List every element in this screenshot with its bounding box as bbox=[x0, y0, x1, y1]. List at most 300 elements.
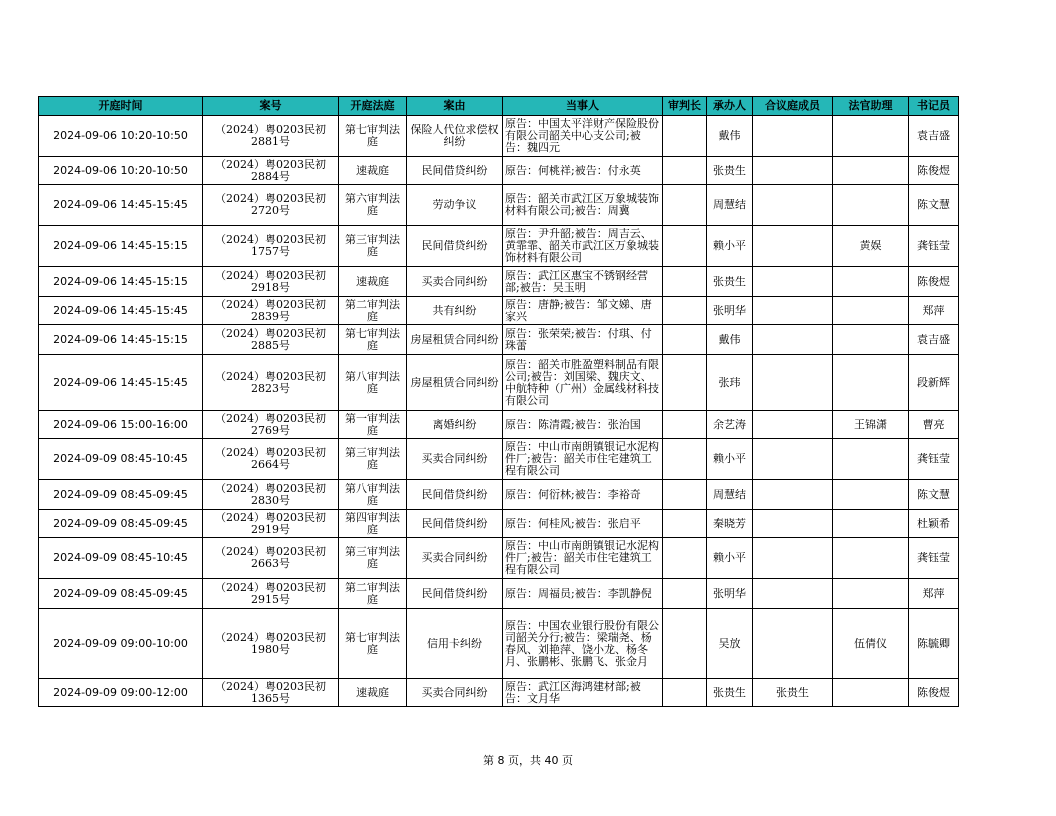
cell-hearing-time-text: 2024-09-06 14:45-15:15 bbox=[53, 333, 188, 346]
cell-handler-text: 张明华 bbox=[713, 587, 746, 600]
cell-cause bbox=[407, 267, 503, 297]
cell-cause-text: 共有纠纷 bbox=[432, 304, 477, 317]
cell-case-number bbox=[203, 480, 339, 510]
cell-courtroom-text: 速裁庭 bbox=[356, 686, 389, 699]
table-row bbox=[39, 609, 959, 679]
cell-handler-text: 秦晓芳 bbox=[713, 517, 746, 530]
table-row bbox=[39, 679, 959, 707]
cell-parties-text: 原告：中国农业银行股份有限公司韶关分行;被告：梁瑞尧、杨春风、刘艳萍、饶小龙、杨冬月、张鹏彬、张鹏飞、张金月 bbox=[505, 619, 659, 668]
cell-hearing-time-text: 2024-09-06 15:00-16:00 bbox=[53, 418, 188, 431]
cell-cause-text: 信用卡纠纷 bbox=[427, 637, 482, 650]
cell-panel-members bbox=[753, 355, 833, 411]
cell-handler-text: 周慧结 bbox=[713, 488, 746, 501]
cell-clerk bbox=[909, 538, 959, 579]
cell-clerk bbox=[909, 439, 959, 480]
cell-parties-text: 原告：陈清霞;被告：张治国 bbox=[505, 418, 641, 431]
cell-handler-text: 张贵生 bbox=[713, 686, 746, 699]
cell-judge-assistant-text: 黄娱 bbox=[859, 240, 882, 252]
cell-case-number bbox=[203, 411, 339, 439]
cell-cause-text: 民间借贷纠纷 bbox=[421, 587, 488, 600]
cell-hearing-time bbox=[39, 609, 203, 679]
cell-clerk-text: 郑萍 bbox=[922, 587, 945, 600]
cell-panel-members bbox=[753, 297, 833, 325]
cell-handler-text: 赖小平 bbox=[713, 453, 746, 465]
table-row bbox=[39, 355, 959, 411]
cell-parties bbox=[503, 439, 663, 480]
cell-judge-assistant bbox=[833, 538, 909, 579]
cell-cause-text: 买卖合同纠纷 bbox=[421, 453, 488, 465]
cell-cause-text: 劳动争议 bbox=[432, 199, 477, 211]
cell-courtroom-text: 第三审判法庭 bbox=[345, 234, 400, 258]
cell-handler bbox=[707, 480, 753, 510]
cell-case-number bbox=[203, 116, 339, 157]
cell-hearing-time bbox=[39, 355, 203, 411]
cell-hearing-time bbox=[39, 480, 203, 510]
cell-judge-assistant bbox=[833, 579, 909, 609]
cell-parties bbox=[503, 297, 663, 325]
cell-clerk-text: 郑萍 bbox=[922, 304, 945, 317]
cell-courtroom bbox=[339, 185, 407, 226]
cell-cause bbox=[407, 157, 503, 185]
cell-handler bbox=[707, 267, 753, 297]
table-row bbox=[39, 157, 959, 185]
cell-case-number-text: （2024）粤0203民初2720号 bbox=[215, 193, 326, 217]
cell-courtroom-text: 第七审判法庭 bbox=[345, 124, 400, 148]
header-cause: 案由 bbox=[407, 97, 503, 116]
cell-chief-judge bbox=[663, 157, 707, 185]
cell-hearing-time bbox=[39, 325, 203, 355]
cell-parties-text: 原告：唐静;被告：邹文娣、唐家兴 bbox=[505, 298, 652, 323]
cell-clerk-text: 陈俊煜 bbox=[917, 275, 950, 288]
cell-cause bbox=[407, 439, 503, 480]
cell-cause-text: 民间借贷纠纷 bbox=[421, 240, 488, 252]
cell-cause bbox=[407, 226, 503, 267]
cell-clerk-text: 龚钰莹 bbox=[917, 240, 950, 252]
cell-courtroom-text: 第七审判法庭 bbox=[345, 327, 400, 352]
cell-handler bbox=[707, 325, 753, 355]
cell-panel-members bbox=[753, 411, 833, 439]
cell-clerk bbox=[909, 157, 959, 185]
cell-cause bbox=[407, 510, 503, 538]
table-row bbox=[39, 185, 959, 226]
cell-parties-text: 原告：中山市南朗镇银记水泥构件厂;被告：韶关市住宅建筑工程有限公司 bbox=[505, 441, 659, 477]
cell-handler bbox=[707, 157, 753, 185]
cell-parties bbox=[503, 226, 663, 267]
cell-chief-judge bbox=[663, 538, 707, 579]
cell-hearing-time-text: 2024-09-06 14:45-15:45 bbox=[53, 199, 188, 211]
cell-chief-judge bbox=[663, 116, 707, 157]
cell-case-number bbox=[203, 538, 339, 579]
cell-courtroom bbox=[339, 679, 407, 707]
cell-hearing-time bbox=[39, 679, 203, 707]
cell-clerk-text: 陈俊煜 bbox=[917, 164, 950, 177]
cell-courtroom bbox=[339, 609, 407, 679]
cell-parties bbox=[503, 267, 663, 297]
cell-case-number-text: （2024）粤0203民初2664号 bbox=[215, 447, 326, 471]
cell-courtroom bbox=[339, 355, 407, 411]
cell-hearing-time-text: 2024-09-06 10:20-10:50 bbox=[53, 164, 188, 177]
cell-clerk-text: 龚钰莹 bbox=[917, 552, 950, 564]
cell-judge-assistant bbox=[833, 411, 909, 439]
cell-hearing-time-text: 2024-09-09 09:00-10:00 bbox=[53, 637, 188, 650]
cell-chief-judge bbox=[663, 609, 707, 679]
cell-courtroom-text: 第三审判法庭 bbox=[345, 546, 400, 570]
cell-courtroom bbox=[339, 116, 407, 157]
cell-handler-text: 余艺涛 bbox=[713, 418, 746, 431]
cell-case-number-text: （2024）粤0203民初2918号 bbox=[215, 269, 326, 294]
cell-clerk bbox=[909, 510, 959, 538]
cell-panel-members bbox=[753, 116, 833, 157]
cell-handler bbox=[707, 679, 753, 707]
cell-handler bbox=[707, 439, 753, 480]
cell-courtroom-text: 第八审判法庭 bbox=[345, 482, 400, 507]
cell-case-number-text: （2024）粤0203民初2769号 bbox=[215, 412, 326, 437]
table-row bbox=[39, 480, 959, 510]
cell-case-number-text: （2024）粤0203民初2884号 bbox=[215, 158, 326, 183]
cell-hearing-time-text: 2024-09-06 14:45-15:45 bbox=[53, 304, 188, 317]
header-parties: 当事人 bbox=[503, 97, 663, 116]
cell-cause-text: 民间借贷纠纷 bbox=[421, 517, 488, 530]
cell-clerk-text: 袁吉盛 bbox=[917, 333, 950, 346]
cell-handler-text: 周慧结 bbox=[713, 199, 746, 211]
cell-handler-text: 戴伟 bbox=[718, 333, 741, 346]
cell-handler bbox=[707, 355, 753, 411]
cell-panel-members bbox=[753, 679, 833, 707]
cell-clerk bbox=[909, 679, 959, 707]
cell-judge-assistant bbox=[833, 267, 909, 297]
cell-clerk-text: 袁吉盛 bbox=[917, 130, 950, 142]
header-clerk: 书记员 bbox=[909, 97, 959, 116]
cell-parties bbox=[503, 116, 663, 157]
cell-chief-judge bbox=[663, 297, 707, 325]
cell-chief-judge bbox=[663, 185, 707, 226]
cell-cause bbox=[407, 480, 503, 510]
cell-hearing-time-text: 2024-09-06 14:45-15:15 bbox=[53, 240, 188, 252]
table-row bbox=[39, 439, 959, 480]
table-row bbox=[39, 579, 959, 609]
cell-courtroom bbox=[339, 267, 407, 297]
cell-case-number bbox=[203, 325, 339, 355]
cell-panel-members bbox=[753, 609, 833, 679]
cell-handler-text: 戴伟 bbox=[718, 130, 741, 142]
cell-hearing-time-text: 2024-09-09 09:00-12:00 bbox=[53, 686, 188, 699]
cell-hearing-time bbox=[39, 226, 203, 267]
cell-courtroom-text: 第二审判法庭 bbox=[345, 581, 400, 606]
cell-hearing-time-text: 2024-09-09 08:45-09:45 bbox=[53, 517, 188, 530]
cell-parties-text: 原告：中山市南朗镇银记水泥构件厂;被告：韶关市住宅建筑工程有限公司 bbox=[505, 540, 659, 576]
cell-case-number-text: （2024）粤0203民初2915号 bbox=[215, 581, 326, 606]
cell-panel-members bbox=[753, 185, 833, 226]
cell-hearing-time bbox=[39, 538, 203, 579]
cell-parties bbox=[503, 679, 663, 707]
header-hearing-time: 开庭时间 bbox=[39, 97, 203, 116]
cell-cause-text: 离婚纠纷 bbox=[432, 418, 477, 431]
cell-handler-text: 赖小平 bbox=[713, 552, 746, 564]
cell-hearing-time bbox=[39, 157, 203, 185]
cell-hearing-time bbox=[39, 579, 203, 609]
cell-handler-text: 张玮 bbox=[718, 376, 741, 389]
cell-courtroom bbox=[339, 157, 407, 185]
cell-cause-text: 保险人代位求偿权纠纷 bbox=[410, 124, 499, 148]
cell-cause bbox=[407, 411, 503, 439]
cell-chief-judge bbox=[663, 439, 707, 480]
cell-cause bbox=[407, 355, 503, 411]
table-row bbox=[39, 411, 959, 439]
cell-courtroom bbox=[339, 439, 407, 480]
cell-clerk bbox=[909, 411, 959, 439]
cell-judge-assistant bbox=[833, 355, 909, 411]
cell-judge-assistant bbox=[833, 325, 909, 355]
cell-clerk-text: 曹亮 bbox=[922, 418, 945, 431]
cell-cause bbox=[407, 297, 503, 325]
cell-cause-text: 房屋租赁合同纠纷 bbox=[410, 376, 499, 389]
cell-cause-text: 民间借贷纠纷 bbox=[421, 488, 488, 501]
cell-chief-judge bbox=[663, 510, 707, 538]
cell-cause bbox=[407, 579, 503, 609]
cell-parties bbox=[503, 157, 663, 185]
cell-case-number bbox=[203, 226, 339, 267]
cell-clerk-text: 段新辉 bbox=[917, 376, 950, 389]
cell-cause-text: 买卖合同纠纷 bbox=[421, 275, 488, 288]
cell-courtroom-text: 第一审判法庭 bbox=[345, 412, 400, 437]
cell-panel-members bbox=[753, 579, 833, 609]
cell-judge-assistant bbox=[833, 116, 909, 157]
cell-clerk-text: 陈文慧 bbox=[917, 488, 950, 501]
cell-chief-judge bbox=[663, 226, 707, 267]
cell-handler bbox=[707, 185, 753, 226]
cell-courtroom-text: 第二审判法庭 bbox=[345, 298, 400, 323]
cell-chief-judge bbox=[663, 411, 707, 439]
cell-case-number-text: （2024）粤0203民初2881号 bbox=[215, 124, 326, 148]
cell-handler bbox=[707, 579, 753, 609]
cell-courtroom-text: 第四审判法庭 bbox=[345, 511, 400, 536]
cell-clerk-text: 陈俊煜 bbox=[917, 686, 950, 699]
cell-hearing-time bbox=[39, 411, 203, 439]
cell-parties-text: 原告：周福员;被告：李凯静倪 bbox=[505, 587, 652, 600]
cell-hearing-time-text: 2024-09-06 14:45-15:45 bbox=[53, 376, 188, 389]
cell-parties bbox=[503, 325, 663, 355]
cell-parties-text: 原告：何桂风;被告：张启平 bbox=[505, 517, 641, 530]
cell-case-number-text: （2024）粤0203民初2830号 bbox=[215, 482, 326, 507]
cell-clerk bbox=[909, 609, 959, 679]
cell-judge-assistant-text: 伍倩仪 bbox=[854, 637, 887, 650]
cell-case-number bbox=[203, 609, 339, 679]
cell-panel-members bbox=[753, 226, 833, 267]
cell-judge-assistant bbox=[833, 480, 909, 510]
cell-judge-assistant bbox=[833, 226, 909, 267]
header-panel-members: 合议庭成员 bbox=[753, 97, 833, 116]
cell-panel-members bbox=[753, 157, 833, 185]
cell-courtroom-text: 速裁庭 bbox=[356, 164, 389, 177]
cell-panel-members bbox=[753, 439, 833, 480]
cell-case-number-text: （2024）粤0203民初2919号 bbox=[215, 511, 326, 536]
cell-clerk bbox=[909, 297, 959, 325]
cell-parties bbox=[503, 355, 663, 411]
header-chief-judge: 审判长 bbox=[663, 97, 707, 116]
cell-handler bbox=[707, 226, 753, 267]
cell-handler bbox=[707, 538, 753, 579]
cell-case-number bbox=[203, 579, 339, 609]
table-row bbox=[39, 116, 959, 157]
cell-judge-assistant bbox=[833, 510, 909, 538]
cell-cause bbox=[407, 538, 503, 579]
cell-judge-assistant bbox=[833, 679, 909, 707]
cell-courtroom bbox=[339, 579, 407, 609]
cell-case-number-text: （2024）粤0203民初2839号 bbox=[215, 298, 326, 323]
cell-parties bbox=[503, 510, 663, 538]
cell-case-number-text: （2024）粤0203民初2885号 bbox=[215, 327, 326, 352]
table-header-row bbox=[39, 97, 959, 116]
cell-judge-assistant bbox=[833, 609, 909, 679]
cell-clerk bbox=[909, 579, 959, 609]
cell-case-number bbox=[203, 439, 339, 480]
cell-hearing-time-text: 2024-09-06 14:45-15:15 bbox=[53, 275, 188, 288]
cell-clerk-text: 杜颖希 bbox=[917, 517, 950, 530]
cell-case-number bbox=[203, 510, 339, 538]
cell-chief-judge bbox=[663, 267, 707, 297]
cell-parties-text: 原告：韶关市武江区万象城装饰材料有限公司;被告：周冀 bbox=[505, 193, 659, 217]
header-case-number: 案号 bbox=[203, 97, 339, 116]
cell-clerk-text: 陈文慧 bbox=[917, 199, 950, 211]
cell-parties bbox=[503, 480, 663, 510]
cell-parties bbox=[503, 538, 663, 579]
cell-parties-text: 原告：何桃祥;被告：付永英 bbox=[505, 164, 641, 177]
cell-hearing-time-text: 2024-09-09 08:45-10:45 bbox=[53, 552, 188, 564]
cell-hearing-time bbox=[39, 297, 203, 325]
cell-courtroom-text: 速裁庭 bbox=[356, 275, 389, 288]
cell-handler-text: 张明华 bbox=[713, 304, 746, 317]
cell-cause bbox=[407, 116, 503, 157]
table-row bbox=[39, 325, 959, 355]
cell-case-number bbox=[203, 355, 339, 411]
cell-handler bbox=[707, 510, 753, 538]
cell-clerk bbox=[909, 267, 959, 297]
cell-parties bbox=[503, 579, 663, 609]
cell-judge-assistant bbox=[833, 439, 909, 480]
cell-parties-text: 原告：中国太平洋财产保险股份有限公司韶关中心支公司;被告：魏四元 bbox=[505, 118, 659, 154]
cell-handler bbox=[707, 411, 753, 439]
cell-case-number-text: （2024）粤0203民初1757号 bbox=[215, 234, 326, 258]
cell-courtroom bbox=[339, 510, 407, 538]
cell-parties-text: 原告：韶关市胜盈塑料制品有限公司;被告：刘国梁、魏庆文、中航特种（广州）金属线材科技有限公司 bbox=[505, 358, 659, 407]
cell-courtroom bbox=[339, 538, 407, 579]
cell-panel-members bbox=[753, 267, 833, 297]
cell-judge-assistant-text: 王锦潇 bbox=[854, 418, 887, 431]
cell-parties-text: 原告：张荣荣;被告：付琪、付珠蕾 bbox=[505, 327, 652, 352]
cell-courtroom-text: 第六审判法庭 bbox=[345, 193, 400, 217]
cell-clerk bbox=[909, 185, 959, 226]
cell-handler-text: 赖小平 bbox=[713, 240, 746, 252]
cell-clerk-text: 陈毓卿 bbox=[917, 637, 950, 650]
cell-case-number-text: （2024）粤0203民初2663号 bbox=[215, 546, 326, 570]
cell-cause bbox=[407, 679, 503, 707]
cell-case-number bbox=[203, 185, 339, 226]
cell-clerk bbox=[909, 480, 959, 510]
page-footer: 第 8 页，共 40 页 bbox=[483, 754, 573, 767]
table-row bbox=[39, 267, 959, 297]
cell-handler bbox=[707, 609, 753, 679]
cell-panel-members bbox=[753, 510, 833, 538]
cell-panel-members bbox=[753, 325, 833, 355]
cell-cause bbox=[407, 325, 503, 355]
cell-case-number bbox=[203, 679, 339, 707]
cell-handler-text: 张贵生 bbox=[713, 164, 746, 177]
cell-case-number-text: （2024）粤0203民初1365号 bbox=[215, 680, 326, 705]
header-courtroom: 开庭法庭 bbox=[339, 97, 407, 116]
cell-courtroom-text: 第八审判法庭 bbox=[345, 370, 400, 395]
table-row bbox=[39, 510, 959, 538]
cell-cause bbox=[407, 185, 503, 226]
cell-hearing-time-text: 2024-09-09 08:45-10:45 bbox=[53, 453, 188, 465]
cell-clerk-text: 龚钰莹 bbox=[917, 453, 950, 465]
cell-panel-members bbox=[753, 480, 833, 510]
cell-panel-members bbox=[753, 538, 833, 579]
cell-cause-text: 房屋租赁合同纠纷 bbox=[410, 333, 499, 346]
cell-courtroom bbox=[339, 480, 407, 510]
cell-parties-text: 原告：尹升韶;被告：周吉云、黄霏霏、韶关市武江区万象城装饰材料有限公司 bbox=[505, 228, 659, 264]
cell-case-number bbox=[203, 267, 339, 297]
cell-courtroom bbox=[339, 325, 407, 355]
cell-chief-judge bbox=[663, 355, 707, 411]
cell-cause-text: 民间借贷纠纷 bbox=[421, 164, 488, 177]
cell-handler-text: 吴放 bbox=[718, 637, 741, 650]
cell-chief-judge bbox=[663, 325, 707, 355]
table-row bbox=[39, 226, 959, 267]
cell-chief-judge bbox=[663, 679, 707, 707]
cell-courtroom bbox=[339, 297, 407, 325]
cell-case-number-text: （2024）粤0203民初1980号 bbox=[215, 631, 326, 656]
cell-parties-text: 原告：何衍林;被告：李裕奇 bbox=[505, 488, 641, 501]
cell-case-number bbox=[203, 157, 339, 185]
cell-handler bbox=[707, 297, 753, 325]
cell-courtroom bbox=[339, 226, 407, 267]
table-row bbox=[39, 538, 959, 579]
cell-clerk bbox=[909, 355, 959, 411]
cell-courtroom-text: 第七审判法庭 bbox=[345, 631, 400, 656]
cell-courtroom-text: 第三审判法庭 bbox=[345, 447, 400, 471]
cell-clerk bbox=[909, 325, 959, 355]
cell-hearing-time bbox=[39, 267, 203, 297]
cell-hearing-time bbox=[39, 185, 203, 226]
cell-case-number-text: （2024）粤0203民初2823号 bbox=[215, 370, 326, 395]
cell-parties-text: 原告：武江区惠宝不锈钢经营部;被告：吴玉明 bbox=[505, 269, 648, 294]
cell-parties bbox=[503, 185, 663, 226]
cell-clerk bbox=[909, 226, 959, 267]
cell-courtroom bbox=[339, 411, 407, 439]
cell-hearing-time-text: 2024-09-09 08:45-09:45 bbox=[53, 488, 188, 501]
cell-chief-judge bbox=[663, 579, 707, 609]
hearing-schedule-table bbox=[38, 96, 959, 707]
cell-hearing-time bbox=[39, 439, 203, 480]
cell-clerk bbox=[909, 116, 959, 157]
cell-cause-text: 买卖合同纠纷 bbox=[421, 552, 488, 564]
cell-judge-assistant bbox=[833, 185, 909, 226]
cell-parties-text: 原告：武江区海鸿建材部;被告：文月华 bbox=[505, 680, 641, 705]
header-judge-assistant: 法官助理 bbox=[833, 97, 909, 116]
cell-parties bbox=[503, 609, 663, 679]
cell-hearing-time-text: 2024-09-09 08:45-09:45 bbox=[53, 587, 188, 600]
cell-handler-text: 张贵生 bbox=[713, 275, 746, 288]
table-row bbox=[39, 297, 959, 325]
cell-hearing-time bbox=[39, 116, 203, 157]
cell-handler bbox=[707, 116, 753, 157]
cell-chief-judge bbox=[663, 480, 707, 510]
header-handler: 承办人 bbox=[707, 97, 753, 116]
cell-judge-assistant bbox=[833, 157, 909, 185]
cell-hearing-time bbox=[39, 510, 203, 538]
cell-hearing-time-text: 2024-09-06 10:20-10:50 bbox=[53, 130, 188, 142]
cell-case-number bbox=[203, 297, 339, 325]
